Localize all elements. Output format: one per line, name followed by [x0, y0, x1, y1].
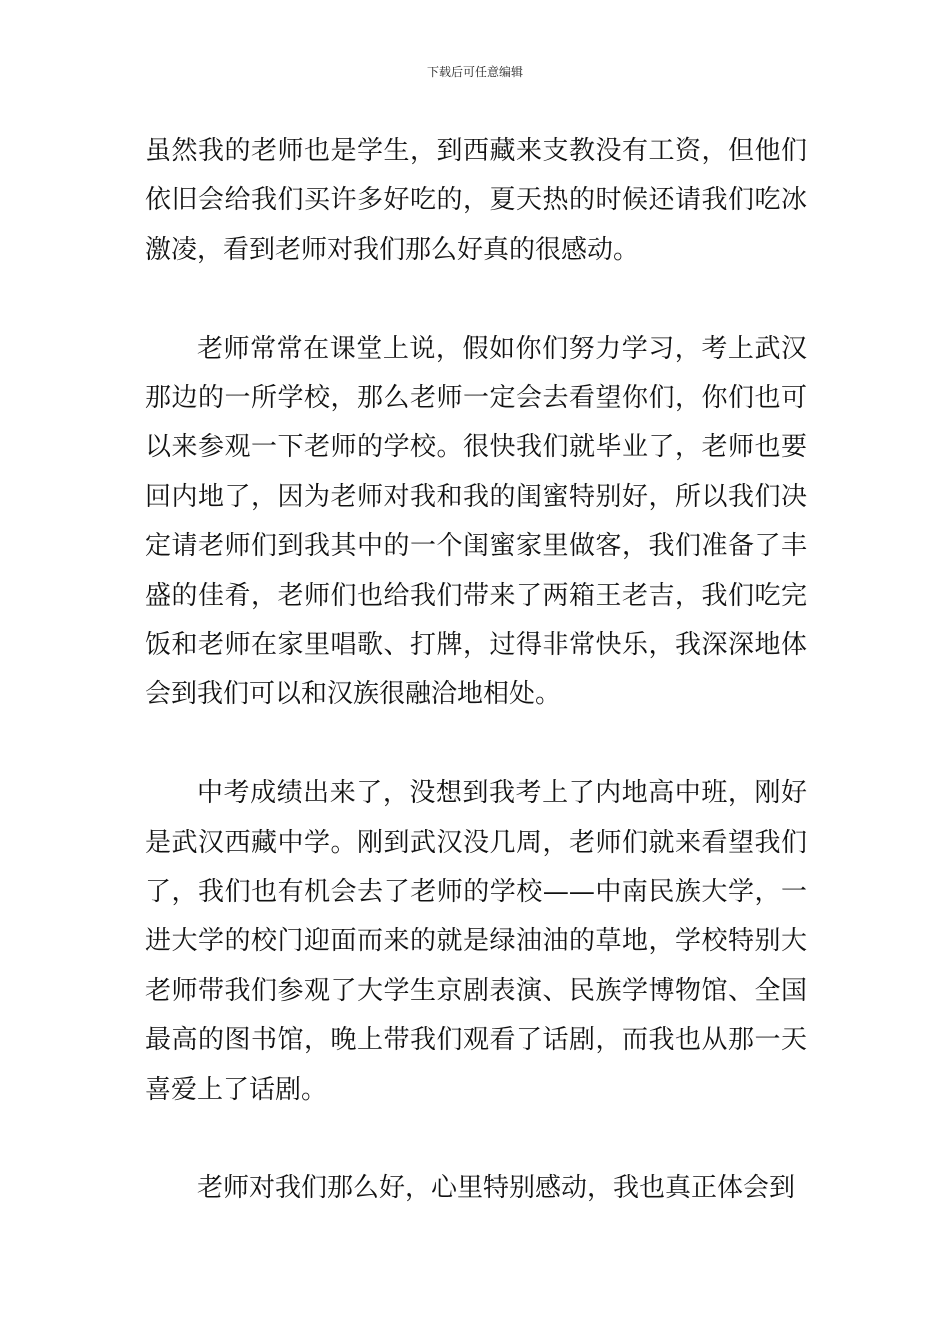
- document-body: [145, 127, 807, 1214]
- paragraph-4: 老师对我们那么好，心里特别感动，我也真正体会到: [197, 1173, 796, 1204]
- paragraph-gap: [145, 1115, 807, 1164]
- paragraph-gap: [145, 275, 807, 324]
- paragraph-3: 中考成绩出来了，没想到我考上了内地高中班，刚好是武汉西藏中学。刚到武汉没几周，老师们就来看望我们了，我们也有机会去了老师的学校——中南民族大学，一进大学的校门迎面而来的就是绿油油的草地，学校特别大老师带我们参观了大学生京剧表演、民族学博物馆、全国最高的图书馆，晚上带我们观看了话剧，而我也从那一天喜爱上了话剧。: [145, 778, 807, 1105]
- paragraph-gap: [145, 720, 807, 769]
- page-header-note: 下载后可任意编辑: [426, 65, 523, 79]
- paragraph-2: 老师常常在课堂上说，假如你们努力学习，考上武汉那边的一所学校，那么老师一定会去看望你们，你们也可以来参观一下老师的学校。很快我们就毕业了，老师也要回内地了，因为老师对我和我的闺蜜特别好，所以我们决定请老师们到我其中的一个闺蜜家里做客，我们准备了丰盛的佳肴，老师们也给我们带来了两箱王老吉，我们吃完饭和老师在家里唱歌、打牌，过得非常快乐，我深深地体会到我们可以和汉族很融洽地相处。: [145, 333, 807, 710]
- paragraph-1: 虽然我的老师也是学生，到西藏来支教没有工资，但他们依旧会给我们买许多好吃的，夏天热的时候还请我们吃冰激凌，看到老师对我们那么好真的很感动。: [145, 136, 807, 265]
